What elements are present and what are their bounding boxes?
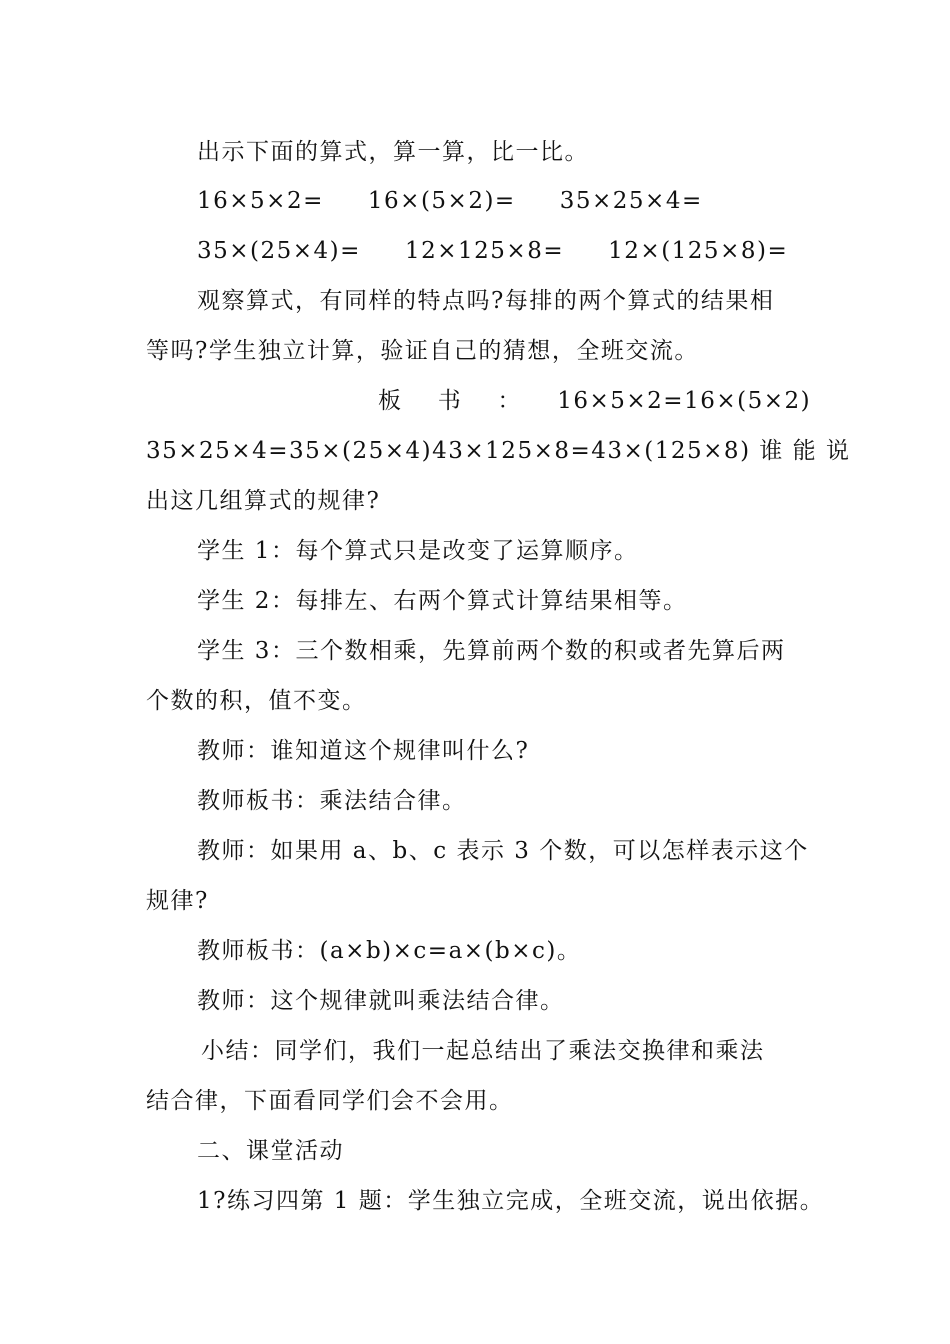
teacher-question: 教师：谁知道这个规律叫什么? <box>197 738 530 764</box>
teacher-conclusion: 教师：这个规律就叫乘法结合律。 <box>197 988 565 1014</box>
exercise-1: 1?练习四第 1 题：学生独立完成，全班交流，说出依据。 <box>197 1188 825 1214</box>
teacher-board-2: 教师板书：(a×b)×c=a×(b×c)。 <box>197 938 582 964</box>
teacher-board-1: 教师板书：乘法结合律。 <box>197 788 467 814</box>
expression-row-2: 35×(25×4)= 12×125×8= 12×(125×8)= <box>197 238 789 264</box>
summary-cont: 结合律，下面看同学们会不会用。 <box>146 1088 514 1114</box>
paragraph-intro: 出示下面的算式，算一算，比一比。 <box>197 139 589 165</box>
student-3-cont: 个数的积，值不变。 <box>146 688 367 714</box>
teacher-question-2: 教师：如果用 a、b、c 表示 3 个数，可以怎样表示这个 <box>197 838 809 864</box>
section-heading: 二、课堂活动 <box>197 1138 344 1164</box>
blackboard-line-1: 板 书 ： 16×5×2=16×(5×2) <box>378 388 812 414</box>
student-3: 学生 3：三个数相乘，先算前两个数的积或者先算后两 <box>197 638 786 664</box>
paragraph-observe-cont: 等吗?学生独立计算，验证自己的猜想，全班交流。 <box>146 338 699 364</box>
student-2: 学生 2：每排左、右两个算式计算结果相等。 <box>197 588 688 614</box>
student-1: 学生 1：每个算式只是改变了运算顺序。 <box>197 538 639 564</box>
paragraph-observe: 观察算式，有同样的特点吗?每排的两个算式的结果相 <box>197 288 775 314</box>
summary: 小结：同学们，我们一起总结出了乘法交换律和乘法 <box>201 1038 765 1064</box>
blackboard-line-2: 35×25×4=35×(25×4)43×125×8=43×(125×8) 谁 能 说 <box>146 438 851 464</box>
blackboard-line-3: 出这几组算式的规律? <box>146 488 381 514</box>
expression-row-1: 16×5×2= 16×(5×2)= 35×25×4= <box>197 188 703 214</box>
teacher-question-2-cont: 规律? <box>146 888 209 914</box>
